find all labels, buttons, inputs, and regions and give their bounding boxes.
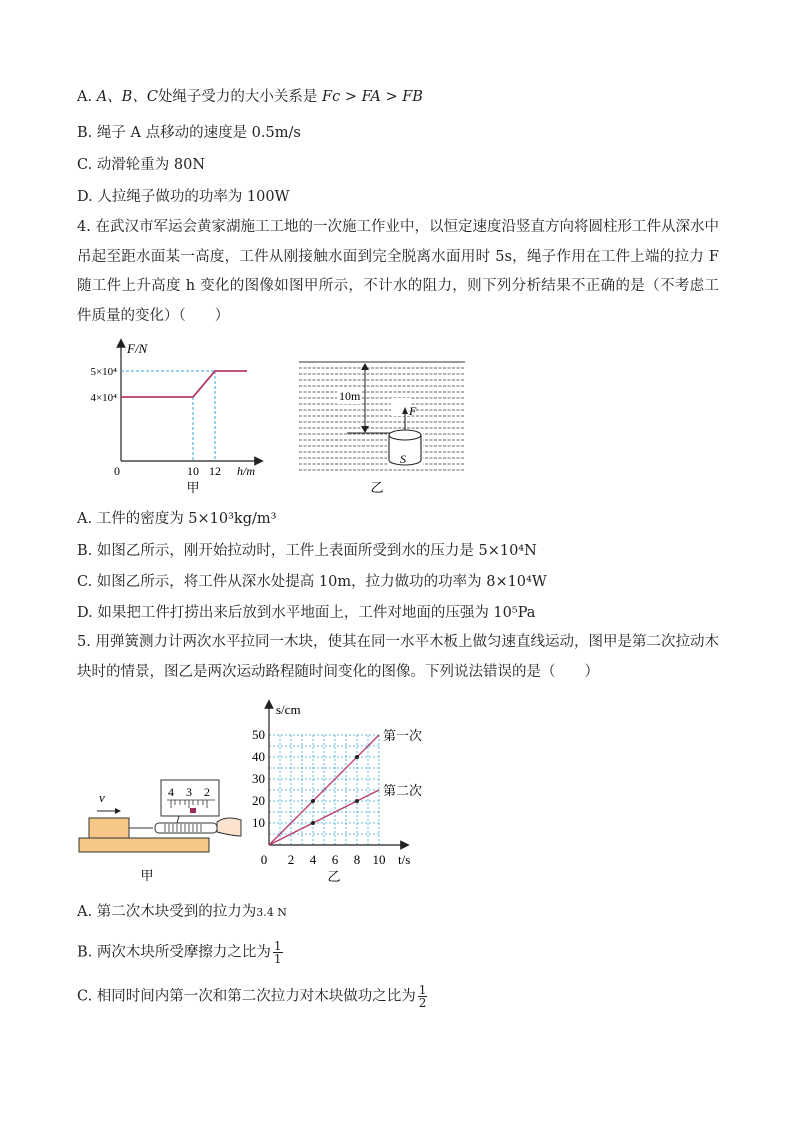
st-y-tick: 20 [252, 793, 265, 808]
scale-num-3: 3 [186, 785, 192, 799]
q5-fig-a [75, 778, 250, 888]
st-x-tick: 10 [372, 852, 386, 867]
st-y-tick: 10 [252, 815, 265, 830]
diagram-caption: 乙 [370, 480, 384, 495]
fh-y-label: F/N [127, 341, 148, 356]
wood-board [79, 838, 209, 852]
fig-a-caption: 甲 [140, 868, 154, 883]
q4-water-diagram [295, 358, 475, 503]
q3-option-a: A. A、B、C处绳子受力的大小关系是 Fc > FA > FB [77, 89, 423, 105]
st-x-tick: 6 [331, 852, 339, 867]
q4-stem: 4. 在武汉市军运会黄家湖施工工地的一次施工作业中，以恒定速度沿竖直方向将圆柱形工件从深水中吊起至距水面某一高度，工件从刚接触水面到完全脱离水面用时 5s，绳子作用在工件上端的拉力 F 随工件上升高度 h 变化的图像如图甲所示，不计水的阻力，则下列分析结果不正确的是（不考虑工件质量的变化）（ ） [77, 219, 719, 324]
wood-block [89, 818, 129, 838]
st-y-tick: 40 [252, 749, 265, 764]
q3-option-c: C. 动滑轮重为 80N [77, 157, 206, 173]
st-origin: 0 [260, 852, 268, 867]
q4-option-a: A. 工件的密度为 5×10³kg/m³ [77, 511, 277, 527]
st-x-tick: 4 [309, 852, 317, 867]
st-point [355, 799, 359, 803]
st-point [311, 799, 315, 803]
q4-option-d: D. 如果把工件打捞出来后放到水平地面上，工件对地面的压强为 10⁵Pa [77, 605, 536, 621]
st-legend-1: 第一次 [383, 728, 423, 743]
fh-y-tick-high: 5×10⁴ [90, 366, 117, 378]
fh-x-tick-10: 10 [187, 464, 199, 478]
fh-curve [121, 371, 247, 397]
st-x-tick: 2 [287, 852, 295, 867]
q4-fh-graph [90, 337, 275, 497]
q3-option-a-relation: Fc > FA > FB [322, 89, 423, 105]
water-lines [299, 362, 465, 470]
st-y-tick: 30 [252, 771, 265, 786]
velocity-label: v [99, 790, 105, 805]
fh-y-tick-low: 4×10⁴ [90, 392, 117, 404]
st-y-tick: 50 [252, 727, 265, 742]
hand [217, 818, 241, 836]
scale-num-4: 4 [168, 785, 174, 799]
fh-caption: 甲 [186, 480, 200, 495]
q4-option-c: C. 如图乙所示，将工件从深水处提高 10m，拉力做功的功率为 8×10⁴W [77, 574, 547, 590]
st-point [355, 755, 359, 759]
q5-stem: 5. 用弹簧测力计两次水平拉同一木块，使其在同一水平木板上做匀速直线运动，图甲是第二次拉动木块时的情景，图乙是两次运动路程随时间变化的图像。下列说法错误的是（ ） [77, 634, 719, 680]
depth-label: 10m [339, 389, 361, 403]
q4-option-b: B. 如图乙所示，刚开始拉动时，工件上表面所受到水的压力是 5×10⁴N [77, 543, 537, 559]
force-label: F [409, 404, 417, 418]
q5-option-b: B. 两次木块所受摩擦力之比为 $\frac{1}{1}$ [77, 939, 282, 966]
q3-option-d: D. 人拉绳子做功的功率为 100W [77, 189, 290, 205]
fh-x-label: h/m [237, 464, 255, 478]
q3-option-a-vars: A、B、C [96, 89, 158, 105]
st-legend-2: 第二次 [383, 783, 423, 798]
st-point [311, 821, 315, 825]
st-y-label: s/cm [276, 702, 301, 717]
q3-option-b: B. 绳子 A 点移动的速度是 0.5m/s [77, 125, 301, 141]
q5-option-b-fraction: $\frac{1}{1}$ [273, 939, 282, 966]
area-label: S [400, 452, 406, 466]
fh-x-tick-0: 0 [114, 464, 120, 478]
q3-option-a-text: 处绳子受力的大小关系是 [157, 89, 318, 105]
spring-scale [155, 823, 217, 833]
q5-option-a: A. 第二次木块受到的拉力为3.4 N [77, 904, 287, 920]
st-x-label: t/s [398, 852, 411, 867]
cylinder-top [389, 430, 421, 440]
q5-option-c: C. 相同时间内第一次和第二次拉力对木块做功之比为 $\frac{1}{2}$ [77, 983, 427, 1010]
q5-st-chart [250, 698, 460, 888]
q5-option-c-fraction: $\frac{1}{2}$ [418, 983, 427, 1010]
scale-num-2: 2 [204, 785, 210, 799]
st-x-tick: 8 [353, 852, 361, 867]
q5-option-a-value: 3.4 N [256, 906, 287, 919]
st-caption: 乙 [327, 869, 341, 884]
fh-x-tick-12: 12 [209, 464, 221, 478]
